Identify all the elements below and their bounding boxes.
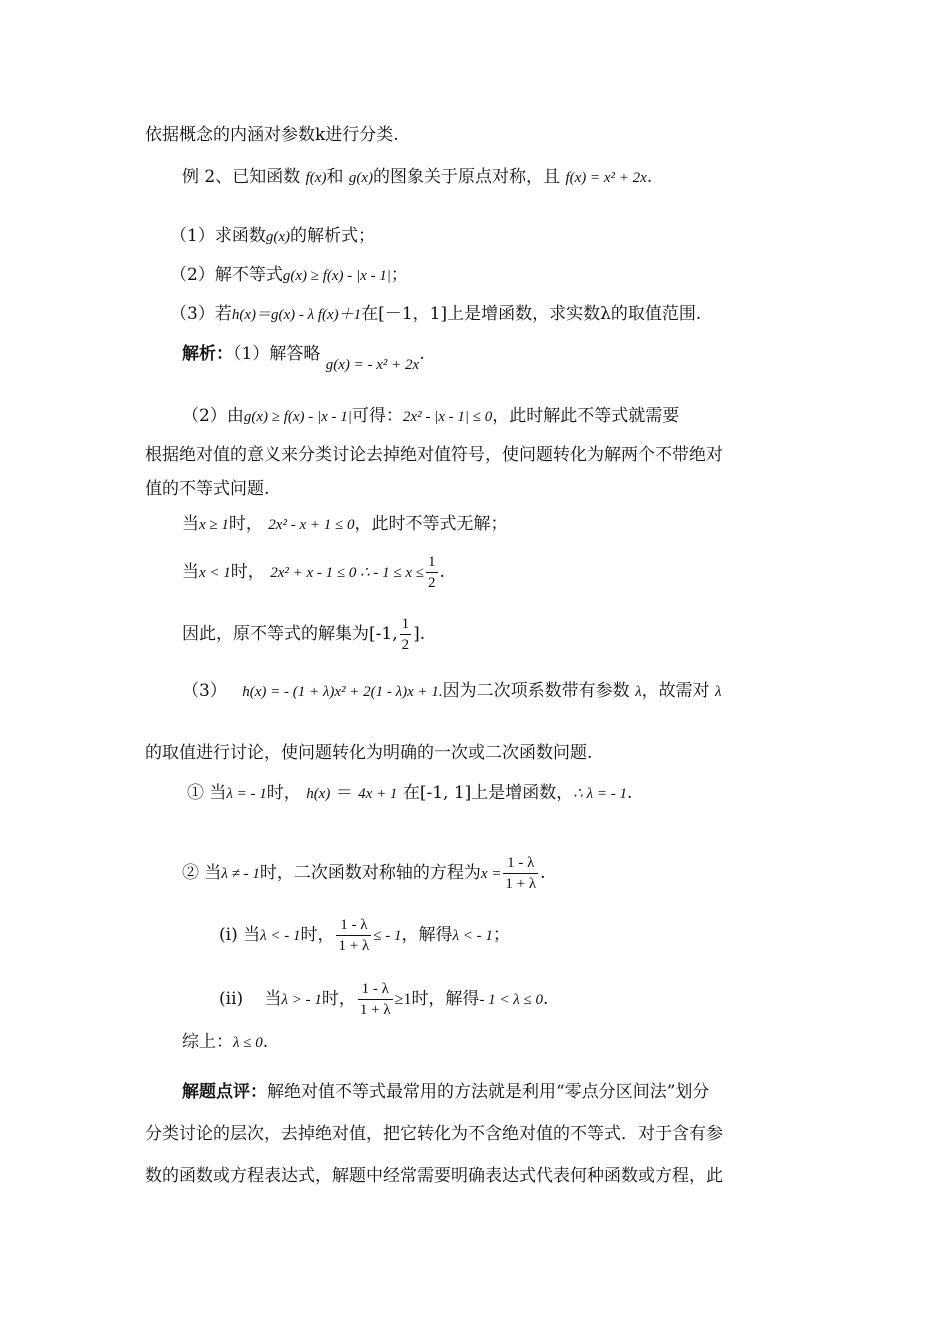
example-text: 已知函数 xyxy=(232,167,301,187)
fraction-numerator: 1 - λ xyxy=(503,853,538,874)
text: ，故需对 xyxy=(641,681,710,701)
math-expr: g(x) = - x² + 2x xyxy=(325,357,420,373)
text: ② 当 xyxy=(182,863,222,883)
solution-text: （1）解答略 xyxy=(233,344,321,364)
math-expr: h(x) xyxy=(306,786,331,802)
question-number: （2） xyxy=(170,265,215,285)
function-g: g(x) xyxy=(348,170,374,186)
math-expr: 2x² - x + 1 ≤ 0 xyxy=(268,517,355,533)
solution-label: 解析： xyxy=(182,344,233,364)
fraction xyxy=(358,979,393,1020)
text: ，此时解此不等式就需要 xyxy=(492,406,680,426)
text: 因为二次项系数带有参数 xyxy=(442,681,630,701)
subcase-2-i xyxy=(219,915,510,956)
question-text: 求函数 xyxy=(214,226,266,246)
text: （2）由 xyxy=(182,406,244,426)
question-3 xyxy=(170,303,701,326)
question-1 xyxy=(170,225,375,248)
text: 在[-1, 1]上是增函数， xyxy=(402,783,574,803)
math-expr: h(x)＝g(x) - λ f(x)＋1 xyxy=(231,307,362,323)
text: (ii) xyxy=(219,989,244,1009)
fraction-denominator: 1 + λ xyxy=(359,1002,391,1018)
text: 综上： xyxy=(182,1032,233,1052)
subcase-2-ii xyxy=(219,979,548,1020)
fraction-denominator: 2 xyxy=(428,575,436,591)
fraction-numerator: 1 xyxy=(426,552,438,573)
solution-2-line-2: 根据绝对值的意义来分类讨论去掉绝对值符号，使问题转化为解两个不带绝对 xyxy=(145,445,723,465)
text: 时， xyxy=(300,925,335,945)
fraction-denominator: 1 + λ xyxy=(505,876,537,892)
example-label: 例 2、 xyxy=(182,167,233,187)
fraction xyxy=(426,552,438,593)
fraction xyxy=(503,853,538,894)
question-text: 若 xyxy=(214,304,232,324)
summary-line xyxy=(182,1031,268,1054)
math-expr: λ < - 1 xyxy=(260,928,301,944)
math-expr: g(x) ≥ f(x) - |x - 1| xyxy=(282,268,391,284)
fraction-numerator: 1 - λ xyxy=(336,915,371,936)
math-expr: λ < - 1 xyxy=(452,928,493,944)
text: 当 xyxy=(264,989,282,1009)
question-tail: 的解析式； xyxy=(289,226,375,246)
example-text-2: 的图象关于原点对称，且 xyxy=(373,167,561,187)
period: . xyxy=(419,344,425,364)
period: . xyxy=(543,989,549,1009)
case-x-ge-1 xyxy=(182,513,507,536)
subcase-2 xyxy=(182,853,546,894)
given-formula: f(x) = x² + 2x xyxy=(565,170,647,186)
text: ]. xyxy=(413,624,426,644)
math-expr: ≥1 xyxy=(394,991,412,1008)
solution-2-line-1 xyxy=(182,405,679,428)
question-number: （3） xyxy=(170,304,215,324)
math-expr: h(x) = - (1 + λ)x² + 2(1 - λ)x + 1. xyxy=(242,684,443,700)
math-expr: λ = - 1 xyxy=(226,786,267,802)
fraction xyxy=(400,614,412,655)
question-text: 解不等式 xyxy=(214,265,283,285)
subcase-1 xyxy=(187,782,632,805)
text: 时，二次函数对称轴的方程为 xyxy=(259,863,481,883)
comment-line-2: 分类讨论的层次，去掉绝对值，把它转化为不含绝对值的不等式．对于含有参 xyxy=(145,1124,723,1144)
math-expr: λ > - 1 xyxy=(281,992,322,1008)
fraction-numerator: 1 xyxy=(400,614,412,635)
math-expr: λ ≠ - 1 xyxy=(221,866,260,882)
math-expr: ≤ - 1 xyxy=(373,928,402,944)
text: 时， xyxy=(266,783,301,803)
question-tail: 在[－1，1]上是增函数，求实数λ的取值范围. xyxy=(361,304,702,324)
solution-part-3 xyxy=(182,680,721,703)
period: . xyxy=(626,783,633,803)
fraction-numerator: 1 - λ xyxy=(358,979,393,1000)
text: ，此时不等式无解； xyxy=(354,514,508,534)
period: . xyxy=(262,1032,269,1052)
comment-line-3: 数的函数或方程表达式，解题中经常需要明确表达式代表何种函数或方程，此 xyxy=(145,1166,723,1186)
math-expr: x = xyxy=(480,866,502,882)
function-f: f(x) xyxy=(305,170,327,186)
math-expr: 4x + 1 xyxy=(358,786,398,802)
text: 解绝对值不等式最常用的方法就是利用“零点分区间法”划分 xyxy=(267,1082,710,1102)
solution-3-line-2: 的取值进行讨论，使问题转化为明确的一次或二次函数问题. xyxy=(145,743,593,763)
text: ，解得 xyxy=(401,925,453,945)
question-2 xyxy=(170,264,408,287)
text: 当 xyxy=(182,562,199,582)
question-number: （1） xyxy=(170,226,215,246)
period: . xyxy=(540,863,546,883)
math-expr: x < 1 xyxy=(199,565,231,581)
math-expr: λ ≤ 0 xyxy=(233,1035,263,1051)
math-expr: - 1 < λ ≤ 0 xyxy=(479,992,544,1008)
fraction-denominator: 2 xyxy=(401,637,410,653)
math-lambda: λ xyxy=(714,684,722,700)
math-expr: g(x) xyxy=(265,229,290,245)
text: 可得： xyxy=(351,406,403,426)
text: ； xyxy=(492,925,510,945)
text: 时， xyxy=(321,989,356,1009)
math-expr: ∴ λ = - 1 xyxy=(573,786,627,802)
text: ＝ xyxy=(335,783,353,803)
conjunction: 和 xyxy=(326,167,344,187)
text: （3） xyxy=(182,681,227,701)
math-expr: 2x² + x - 1 ≤ 0 ∴ - 1 ≤ x ≤ xyxy=(270,565,425,581)
math-expr: g(x) ≥ f(x) - |x - 1| xyxy=(243,409,352,425)
math-lambda: λ xyxy=(635,684,642,700)
example-2-statement xyxy=(182,166,652,189)
text: 因此，原不等式的解集为 xyxy=(182,624,369,644)
text: ① 当 xyxy=(187,783,227,803)
comment-label: 解题点评： xyxy=(182,1082,267,1102)
math-expr: x ≥ 1 xyxy=(199,517,229,533)
solution-part-1 xyxy=(182,343,425,373)
period: . xyxy=(646,167,653,187)
case-x-lt-1 xyxy=(182,552,445,593)
fraction xyxy=(336,915,371,956)
text: (i) 当 xyxy=(219,925,261,945)
period: . xyxy=(439,562,445,582)
solution-set-conclusion xyxy=(182,614,425,655)
comment-line-1 xyxy=(182,1081,709,1103)
text: 时，解得 xyxy=(411,989,480,1009)
text: 时， xyxy=(230,562,265,582)
text: [-1, xyxy=(369,624,398,644)
math-expr: 2x² - |x - 1| ≤ 0 xyxy=(402,409,493,425)
intro-line: 依据概念的内涵对参数k进行分类. xyxy=(145,125,399,145)
solution-2-line-3: 值的不等式问题. xyxy=(145,479,270,499)
question-tail: ； xyxy=(390,265,408,285)
fraction-denominator: 1 + λ xyxy=(338,938,370,954)
text: 当 xyxy=(182,514,199,534)
text: 时， xyxy=(228,514,263,534)
